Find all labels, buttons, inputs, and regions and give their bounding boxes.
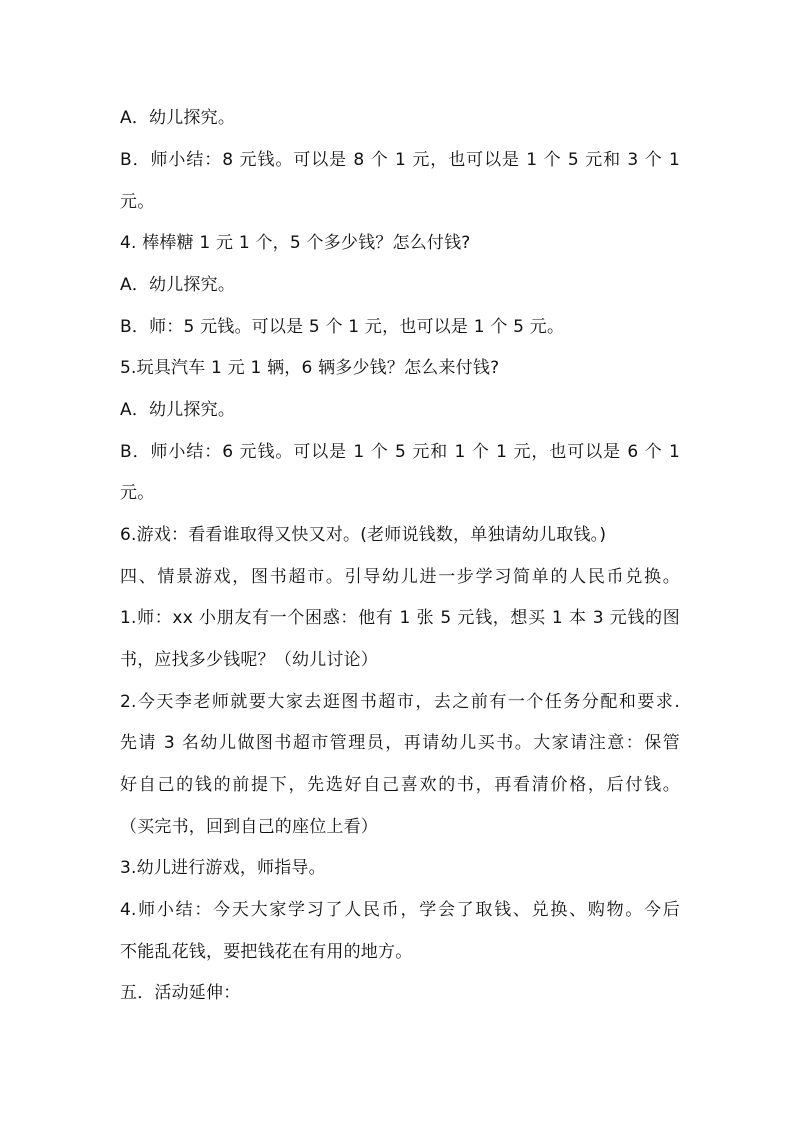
text-line: 元。 (120, 192, 155, 212)
text-line: 5.玩具汽车 1 元 1 辆，6 辆多少钱？怎么来付钱? (120, 358, 500, 378)
text-line: 好自己的钱的前提下，先选好自己喜欢的书，再看清价格，后付钱。 (120, 775, 680, 795)
text-line: 2.今天李老师就要大家去逛图书超市，去之前有一个任务分配和要求. (120, 692, 680, 712)
text-line: 4.师小结：今天大家学习了人民币，学会了取钱、兑换、购物。今后 (120, 900, 680, 920)
text-line: 不能乱花钱，要把钱花在有用的地方。 (120, 942, 413, 962)
text-line: A．幼儿探究。 (120, 108, 236, 128)
text-line: A．幼儿探究。 (120, 275, 236, 295)
text-line: B．师小结：6 元钱。可以是 1 个 5 元和 1 个 1 元，也可以是 6 个 1 (120, 442, 680, 462)
text-line: 书，应找多少钱呢？（幼儿讨论） (120, 650, 378, 670)
text-line: 3.幼儿进行游戏，师指导。 (120, 858, 326, 878)
text-line: 6.游戏：看看谁取得又快又对。(老师说钱数，单独请幼儿取钱。) (120, 525, 607, 545)
text-line: 先请 3 名幼儿做图书超市管理员，再请幼儿买书。大家请注意：保管 (120, 733, 680, 753)
text-line: 1.师：xx 小朋友有一个困惑：他有 1 张 5 元钱，想买 1 本 3 元钱的图 (120, 608, 681, 628)
text-line: （买完书，回到自己的座位上看） (120, 817, 378, 837)
text-line: A．幼儿探究。 (120, 400, 236, 420)
text-line: 元。 (120, 483, 155, 503)
text-line: 4. 棒棒糖 1 元 1 个，5 个多少钱？怎么付钱? (120, 233, 471, 253)
text-line: 四、情景游戏，图书超市。引导幼儿进一步学习简单的人民币兑换。 (120, 567, 680, 587)
text-line: B．师小结：8 元钱。可以是 8 个 1 元，也可以是 1 个 5 元和 3 个 1 (120, 150, 680, 170)
text-line: 五．活动延伸： (120, 983, 241, 1003)
text-line: B．师：5 元钱。可以是 5 个 1 元，也可以是 1 个 5 元。 (120, 317, 565, 337)
